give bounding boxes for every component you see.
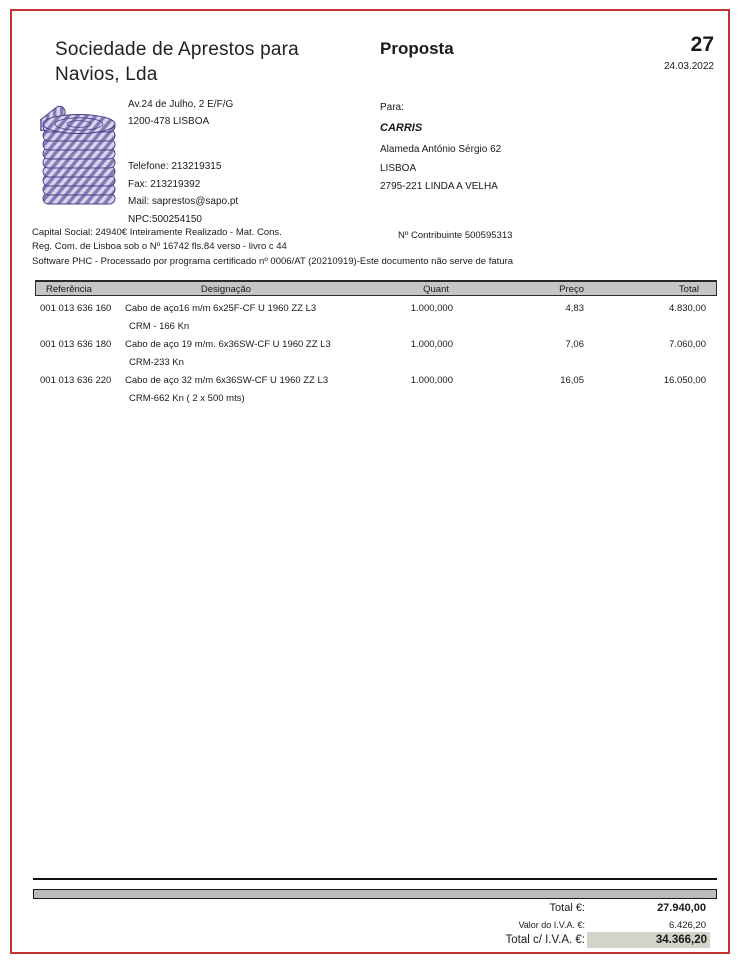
supplier-address-line1: Av.24 de Julho, 2 E/F/G xyxy=(128,99,234,110)
header-cell-reference: Referência xyxy=(46,284,92,295)
customer-address-line2: LISBOA xyxy=(380,162,417,174)
capital-social-line2: Reg. Com. de Lisboa sob o Nº 16742 fls.84 verso - livro c 44 xyxy=(32,240,287,252)
customer-name: CARRIS xyxy=(380,122,423,134)
grand-total-row xyxy=(12,934,732,951)
supplier-address-line2: 1200-478 LISBOA xyxy=(128,116,210,127)
customer-address-line1: Alameda António Sérgio 62 xyxy=(380,144,502,155)
row-reference: 001 013 636 220 xyxy=(40,375,112,386)
grand-total-label: Total c/ I.V.A. €: xyxy=(505,934,585,946)
header-cell-price: Preço xyxy=(559,284,584,295)
row-description-line1: Cabo de aço16 m/m 6x25F-CF U 1960 ZZ L3 xyxy=(125,303,317,314)
rope-coil-logo-icon xyxy=(40,98,118,208)
document-title: Proposta xyxy=(380,39,454,58)
customer-vat-number: Nº Contribuinte 500595313 xyxy=(398,230,513,241)
total-value: 27.940,00 xyxy=(657,902,706,914)
row-description-line2: CRM - 166 Kn xyxy=(129,321,190,332)
row-quantity: 1.000,000 xyxy=(410,339,453,350)
header-cell-designation: Designação xyxy=(200,284,252,295)
row-total: 4.830,00 xyxy=(669,303,706,314)
supplier-npc: NPC:500254150 xyxy=(128,213,202,225)
table-row xyxy=(12,339,732,375)
company-name-line1: Sociedade de Aprestos para xyxy=(55,39,299,60)
row-quantity: 1.000,000 xyxy=(410,303,453,314)
supplier-contacts xyxy=(128,158,238,228)
table-row xyxy=(12,303,732,339)
supplier-mail: Mail: saprestos@sapo.pt xyxy=(128,196,239,207)
row-total: 16.050,00 xyxy=(663,375,706,386)
row-description-line1: Cabo de aço 32 m/m 6x36SW-CF U 1960 ZZ L3 xyxy=(125,375,329,386)
row-reference: 001 013 636 160 xyxy=(40,303,112,314)
proposal-document-page xyxy=(10,9,730,954)
table-row xyxy=(12,375,732,411)
totals-divider-line xyxy=(33,878,717,880)
supplier-address xyxy=(128,96,233,130)
row-description-line2: CRM-233 Kn xyxy=(129,357,184,368)
document-date: 24.03.2022 xyxy=(663,61,714,72)
row-description-line2: CRM-662 Kn ( 2 x 500 mts) xyxy=(129,393,245,404)
row-price: 16,05 xyxy=(560,375,584,386)
row-total: 7.060,00 xyxy=(669,339,706,350)
supplier-phone: Telefone: 213219315 xyxy=(128,161,222,172)
capital-social-line1: Capital Social: 24940€ Inteiramente Realizado - Mat. Cons. xyxy=(32,227,282,238)
items-table-header xyxy=(35,280,717,296)
header-cell-total: Total xyxy=(678,284,699,295)
row-description-line1: Cabo de aço 19 m/m. 6x36SW-CF U 1960 ZZ L3 xyxy=(125,339,331,350)
totals-divider-bar xyxy=(33,889,717,899)
total-label: Total €: xyxy=(549,902,585,914)
total-row xyxy=(12,902,732,919)
software-certification-line: Software PHC - Processado por programa certificado nº 0006/AT (20210919)-Este documento não serve de fatura xyxy=(32,256,514,267)
customer-address-line3: 2795-221 LINDA A VELHA xyxy=(380,181,498,192)
company-name xyxy=(55,37,299,87)
customer-address xyxy=(380,141,501,197)
para-label: Para: xyxy=(380,102,404,113)
row-price: 7,06 xyxy=(565,339,584,350)
vat-label: Valor do I.V.A. €: xyxy=(518,920,585,930)
header-cell-quantity: Quant xyxy=(423,284,449,295)
grand-total-value: 34.366,20 xyxy=(587,932,710,948)
row-reference: 001 013 636 180 xyxy=(40,339,112,350)
row-price: 4,83 xyxy=(565,303,584,314)
supplier-fax: Fax: 213219392 xyxy=(128,178,201,190)
row-quantity: 1.000,000 xyxy=(410,375,453,386)
capital-social-block xyxy=(32,226,287,253)
company-name-line2: Navios, Lda xyxy=(55,64,158,85)
vat-value: 6.426,20 xyxy=(669,920,706,931)
document-number: 27 xyxy=(690,33,714,56)
